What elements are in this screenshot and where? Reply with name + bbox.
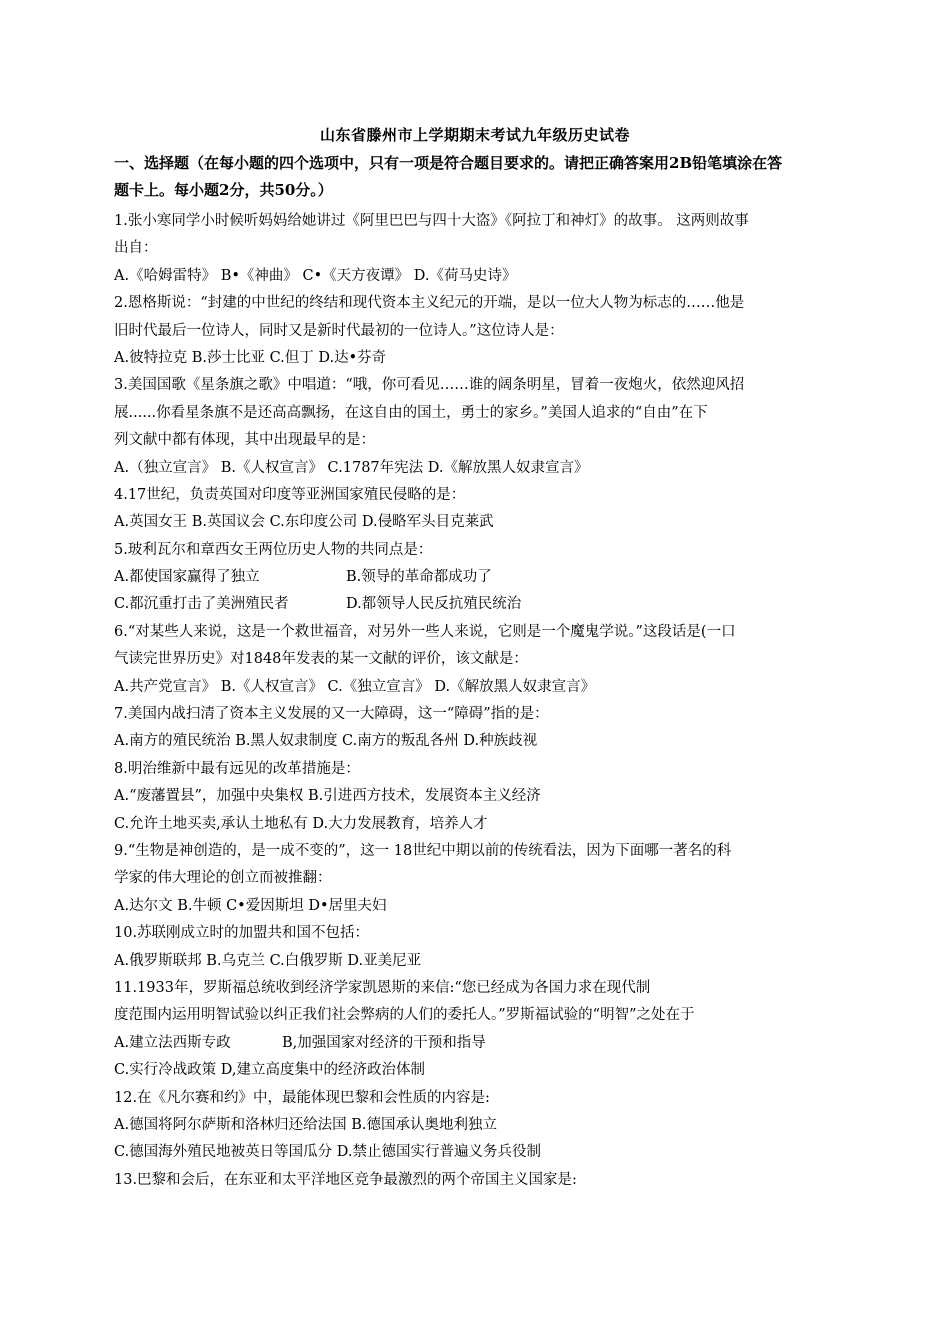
- question-9-text-cont: 学家的伟大理论的创立而被推翻：: [114, 870, 332, 887]
- question-11-text-cont: 度范围内运用明智试验以纠正我们社会弊病的人们的委托人。”罗斯福试验的“明智”之处在于: [114, 1007, 695, 1024]
- section-heading-line-2: 题卡上。每小题2分，共50分。）: [114, 181, 333, 200]
- question-1-text-cont: 出自：: [114, 240, 158, 257]
- question-10-text: 10.苏联刚成立时的加盟共和国不包括：: [114, 925, 370, 942]
- question-7-options: A.南方的殖民统治 B.黑人奴隶制度 C.南方的叛乱各州 D.种族歧视: [114, 733, 538, 750]
- question-3-text: 3.美国国歌《星条旗之歌》中唱道：“哦，你可看见……谁的阔条明星，冒着一夜炮火，依然迎风招: [114, 377, 745, 394]
- question-6-text-cont: 气读完世界历史》对1848年发表的某一文献的评价，该文献是：: [114, 651, 528, 668]
- question-5-options-ab: [114, 564, 854, 591]
- question-2-text: 2.恩格斯说：“封建的中世纪的终结和现代资本主义纪元的开端，是以一位大人物为标志的……他是: [114, 295, 745, 312]
- question-10-options: A.俄罗斯联邦 B.乌克兰 C.白俄罗斯 D.亚美尼亚: [114, 952, 422, 969]
- question-5-option-d: D.都领导人民反抗殖民统治: [346, 596, 522, 613]
- question-7-text: 7.美国内战扫清了资本主义发展的又一大障碍，这一“障碍”指的是：: [114, 706, 549, 723]
- question-8-options-cd: C.允许土地买卖,承认土地私有 D.大力发展教育，培养人才: [114, 815, 488, 832]
- question-2-text-cont: 旧时代最后一位诗人，同时又是新时代最初的一位诗人。”这位诗人是：: [114, 322, 564, 339]
- question-1-options: A.《哈姆雷特》 B•《神曲》 C•《天方夜谭》 D.《荷马史诗》: [114, 267, 517, 284]
- section-heading-line-1: 一、选择题（在每小题的四个选项中，只有一项是符合题目要求的。请把正确答案用2B铅笔填涂在答: [114, 154, 783, 172]
- question-5-text: 5.玻利瓦尔和章西女王两位历史人物的共同点是：: [114, 541, 433, 558]
- question-3-text-cont: 展......你看星条旗不是还高高飘扬，在这自由的国土，勇士的家乡。”美国人追求的“自由”在下: [114, 404, 708, 421]
- question-5-option-c: C.都沉重打击了美洲殖民者: [114, 596, 289, 613]
- question-6-options: A.共产党宣言》 B.《人权宣言》 C.《独立宣言》 D.《解放黑人奴隶宣言》: [114, 678, 596, 695]
- question-2-options: A.彼特拉克 B.莎士比亚 C.但丁 D.达•芬奇: [114, 349, 387, 366]
- question-9-options: A.达尔文 B.牛顿 C•爱因斯坦 D•居里夫妇: [114, 897, 387, 914]
- question-11-options-cd: C.实行冷战政策 D,建立高度集中的经济政治体制: [114, 1062, 426, 1079]
- question-4-text: 4.17世纪，负责英国对印度等亚洲国家殖民侵略的是：: [114, 486, 466, 503]
- question-12-text: 12.在《凡尔赛和约》中，最能体现巴黎和会性质的内容是:: [114, 1089, 490, 1106]
- question-1-text: 1.张小寒同学小时候听妈妈给她讲过《阿里巴巴与四十大盗》《阿拉丁和神灯》的故事。 这两则故事: [114, 213, 749, 229]
- question-4-options: A.英国女王 B.英国议会 C.东印度公司 D.侵略军头目克莱武: [114, 514, 494, 531]
- question-3-text-cont-2: 列文献中都有体现，其中出现最早的是：: [114, 432, 375, 449]
- question-11-option-a: A.建立法西斯专政: [114, 1034, 231, 1051]
- question-5-option-b: B.领导的革命都成功了: [346, 569, 492, 586]
- question-8-text: 8.明治维新中最有远见的改革措施是：: [114, 760, 360, 777]
- question-13-text: 13.巴黎和会后，在东亚和太平洋地区竞争最激烈的两个帝国主义国家是:: [114, 1171, 577, 1188]
- questions: [114, 208, 854, 1194]
- question-11-options-ab: [114, 1030, 854, 1057]
- question-12-options-cd: C.德国海外殖民地被英日等国瓜分 D.禁止德国实行普遍义务兵役制: [114, 1144, 542, 1161]
- question-9-text: 9.“生物是神创造的，是一成不变的”，这一 18世纪中期以前的传统看法，因为下面哪一著名的科: [114, 842, 732, 859]
- section-heading: [114, 150, 844, 205]
- page-title: 山东省滕州市上学期期末考试九年级历史试卷: [319, 126, 630, 144]
- question-8-options-ab: A.“废藩置县”，加强中央集权 B.引进西方技术，发展资本主义经济: [114, 788, 541, 805]
- question-11-text: 11.1933年，罗斯福总统收到经济学家凯恩斯的来信:“您已经成为各国力求在现代制: [114, 979, 651, 996]
- question-5-option-a: A.都使国家赢得了独立: [114, 569, 260, 586]
- question-12-options-ab: A.德国将阿尔萨斯和洛林归还给法国 B.德国承认奥地利独立: [114, 1116, 497, 1133]
- question-11-option-b: B,加强国家对经济的干预和指导: [282, 1034, 486, 1051]
- question-6-text: 6.“对某些人来说，这是一个救世福音，对另外一些人来说，它则是一个魔鬼学说。”这段话是(一口: [114, 623, 736, 640]
- question-5-options-cd: [114, 591, 854, 618]
- question-3-options: A.（独立宣言》 B.《人权宣言》 C.1787年宪法 D.《解放黑人奴隶宣言》: [114, 459, 589, 476]
